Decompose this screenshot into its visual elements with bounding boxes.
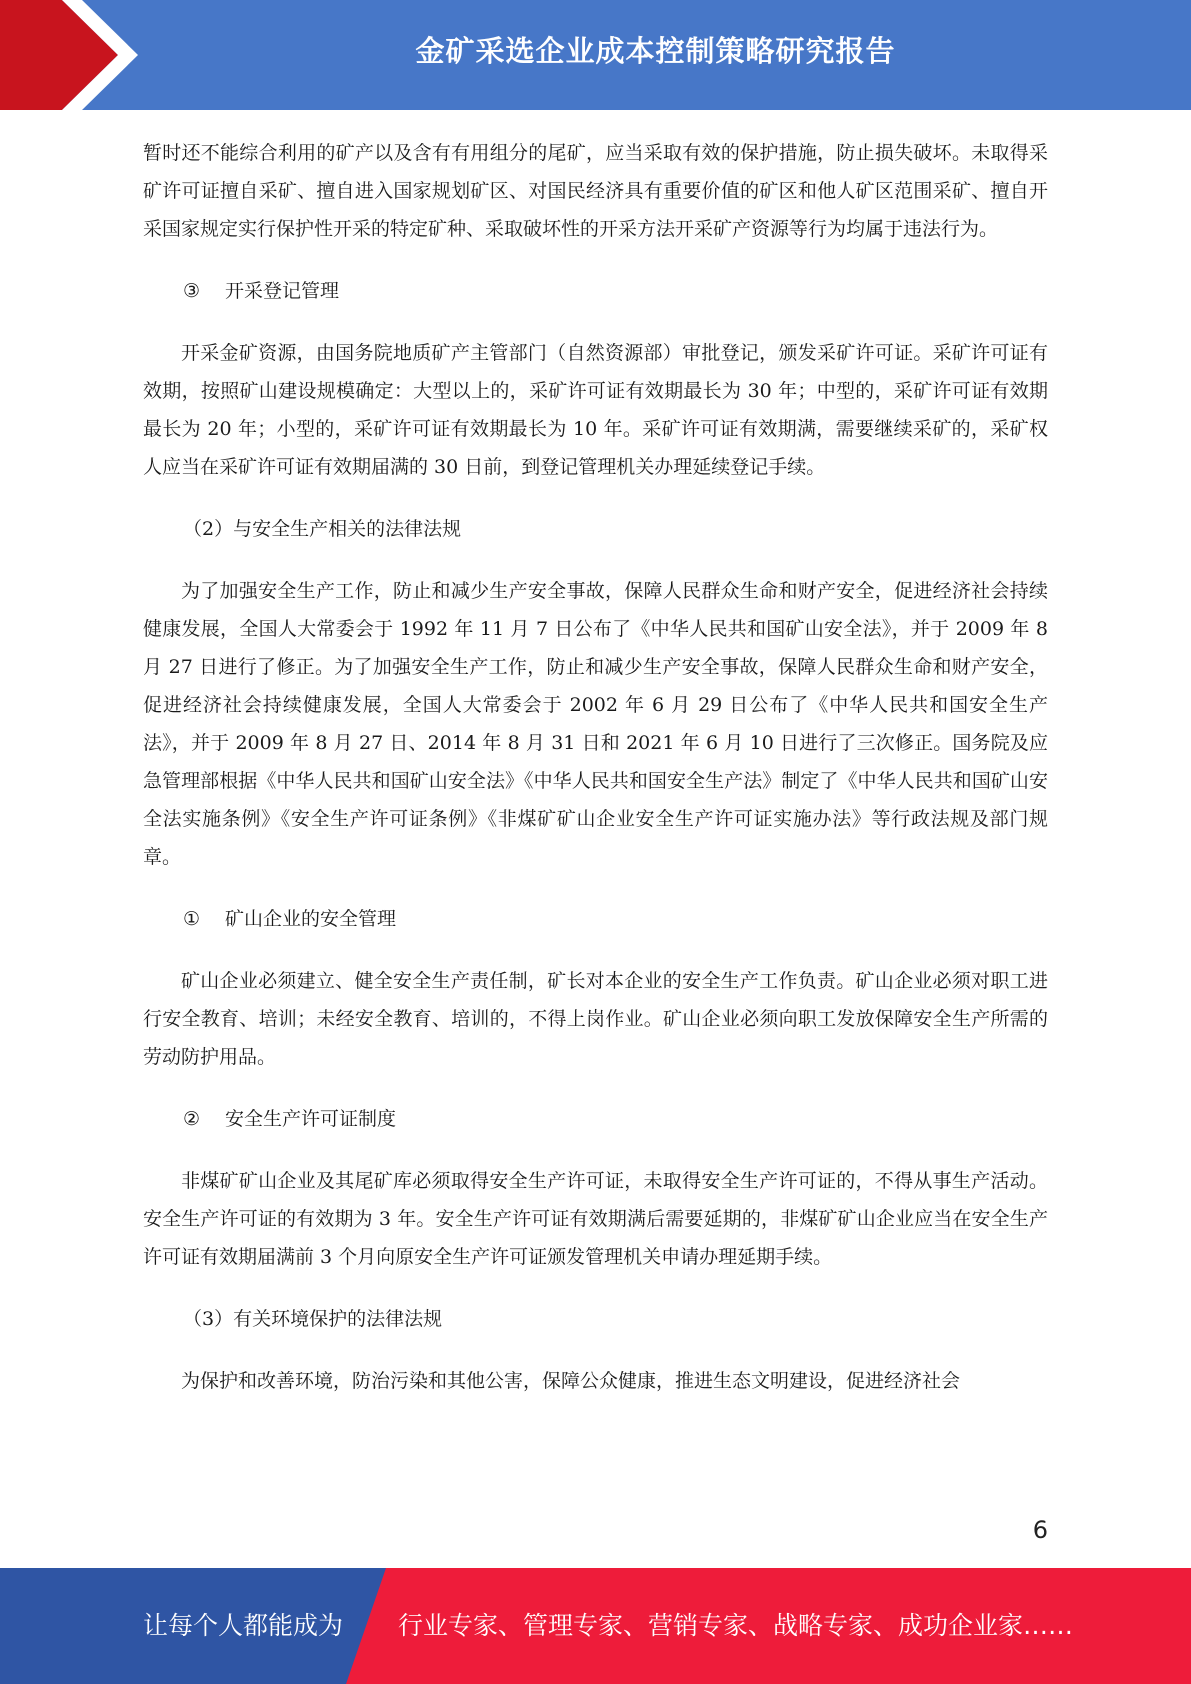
footer-slogan-left: 让每个人都能成为 [143, 1611, 344, 1640]
paragraph: 暂时还不能综合利用的矿产以及含有有用组分的尾矿，应当采取有效的保护措施，防止损失破坏。未取得采矿许可证擅自采矿、擅自进入国家规划矿区、对国民经济具有重要价值的矿区和他人矿区范围采矿、擅自开采国家规定实行保护性开采的特定矿种、采取破坏性的开采方法开采矿产资源等行为均属于违法行为。 [143, 142, 1048, 240]
list-marker: ③ [183, 280, 201, 302]
section-heading [143, 900, 1048, 938]
paragraph: 开采金矿资源，由国务院地质矿产主管部门（自然资源部）审批登记，颁发采矿许可证。采矿许可证有效期，按照矿山建设规模确定：大型以上的，采矿许可证有效期最长为 30 年；中型的，采矿许可证有效期最长为 20 年；小型的，采矿许可证有效期最长为 10 年。采矿许可证有效期满，需要继续采矿的，采矿权人应当在采矿许可证有效期届满的 30 日前，到登记管理机关办理延续登记手续。 [143, 342, 1048, 478]
section-heading: （3）有关环境保护的法律法规 [183, 1308, 443, 1330]
page-number: 6 [1032, 1516, 1048, 1544]
page-footer [0, 1568, 1191, 1684]
section-heading [143, 1100, 1048, 1138]
heading-text: 矿山企业的安全管理 [225, 908, 397, 930]
list-marker: ② [183, 1108, 201, 1130]
page-body [143, 134, 1048, 1400]
report-title: 金矿采选企业成本控制策略研究报告 [415, 34, 896, 68]
paragraph: 非煤矿矿山企业及其尾矿库必须取得安全生产许可证，未取得安全生产许可证的，不得从事生产活动。安全生产许可证的有效期为 3 年。安全生产许可证有效期满后需要延期的，非煤矿矿山企业应当在安全生产许可证有效期届满前 3 个月向原安全生产许可证颁发管理机关申请办理延期手续。 [143, 1170, 1048, 1268]
paragraph: 为保护和改善环境，防治污染和其他公害，保障公众健康，推进生态文明建设，促进经济社会 [181, 1370, 961, 1392]
section-heading: （2）与安全生产相关的法律法规 [183, 518, 462, 540]
list-marker: ① [183, 908, 201, 930]
paragraph: 矿山企业必须建立、健全安全生产责任制，矿长对本企业的安全生产工作负责。矿山企业必须对职工进行安全教育、培训；未经安全教育、培训的，不得上岗作业。矿山企业必须向职工发放保障安全生产所需的劳动防护用品。 [143, 970, 1048, 1068]
paragraph: 为了加强安全生产工作，防止和减少生产安全事故，保障人民群众生命和财产安全，促进经济社会持续健康发展，全国人大常委会于 1992 年 11 月 7 日公布了《中华人民共和国矿山安全法》，并于 2009 年 8 月 27 日进行了修正。为了加强安全生产工作，防止和减少生产安全事故，保障人民群众生命和财产安全，促进经济社会持续健康发展，全国人大常委会于 2002 年 6 月 29 日公布了《中华人民共和国安全生产法》，并于 2009 年 8 月 27 日、2014 年 8 月 31 日和 2021 年 6 月 10 日进行了三次修正。国务院及应急管理部根据《中华人民共和国矿山安全法》《中华人民共和国安全生产法》制定了《中华人民共和国矿山安全法实施条例》《安全生产许可证条例》《非煤矿矿山企业安全生产许可证实施办法》等行政法规及部门规章。 [143, 580, 1048, 868]
heading-text: 开采登记管理 [225, 280, 340, 302]
page-header [0, 0, 1191, 110]
heading-text: 安全生产许可证制度 [225, 1108, 397, 1130]
footer-slogan-right: 行业专家、管理专家、营销专家、战略专家、成功企业家…… [398, 1611, 1074, 1640]
section-heading [143, 272, 1048, 310]
